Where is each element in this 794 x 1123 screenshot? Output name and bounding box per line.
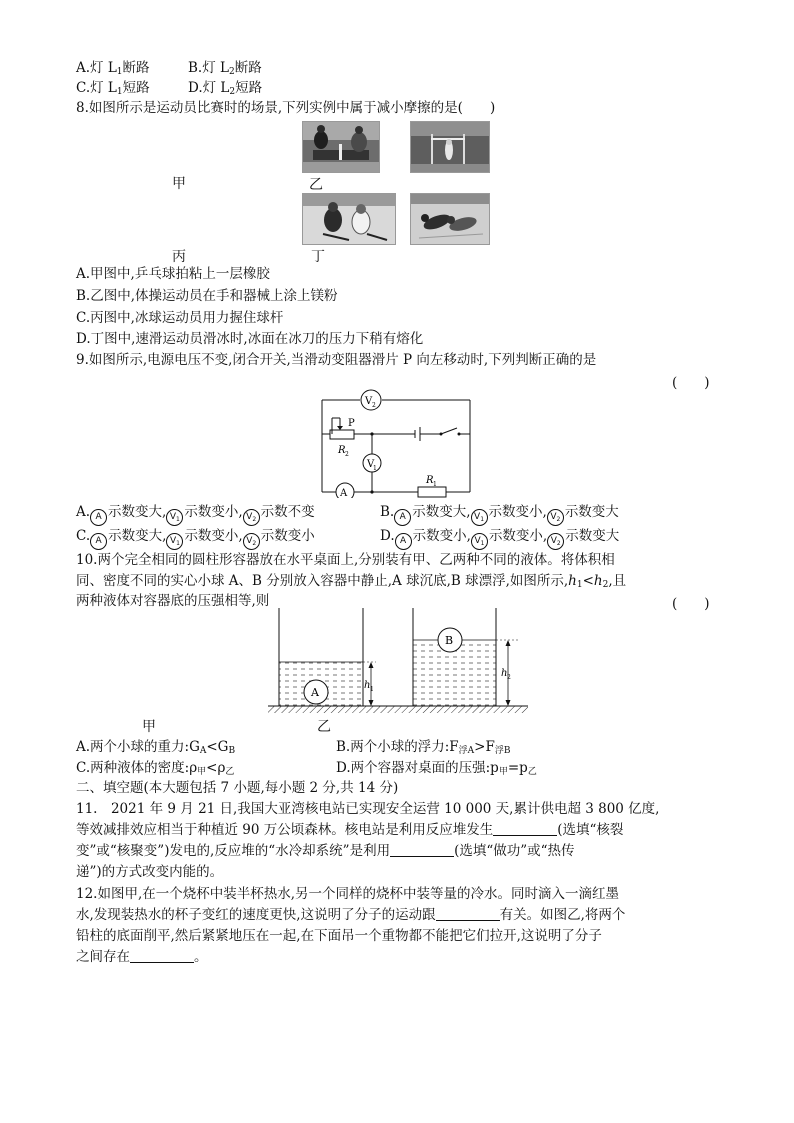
h1-sub: 1: [370, 686, 374, 693]
label-ding: 丁: [311, 249, 325, 265]
label-yi: 乙: [309, 177, 323, 193]
q11-line4: 递”)的方式改变内能的。: [76, 864, 224, 880]
ball-a-label: A: [311, 686, 319, 699]
q11-line2: 等效减排效应相当于种植近 90 万公顷森林。核电站是利用反应堆发生 (选填“核裂: [76, 822, 624, 838]
photo-ice-hockey: [302, 193, 396, 245]
section-2-heading: 二、填空题(本大题包括 7 小题,每小题 2 分,共 14 分): [76, 780, 399, 796]
voltmeter-1-icon: $V_1$: [166, 533, 183, 550]
q10-option-c: C.两种液体的密度$:\rho_甲<\rho_乙$: [76, 760, 235, 777]
q10-line1: 10.两个完全相同的圆柱形容器放在水平桌面上,分别装有甲、乙两种不同的液体。将体积相: [76, 552, 615, 568]
q12-line4: 之间存在 。: [76, 949, 208, 965]
q10-label-yi: 乙: [317, 719, 331, 735]
photo-speed-skating: [410, 193, 490, 245]
q7-option-b: B.灯 $L_2$断路: [188, 60, 262, 77]
voltmeter-2-icon: $V_2$: [243, 509, 260, 526]
r2-sub: 2: [345, 451, 349, 458]
q9-circuit-diagram: [310, 386, 490, 498]
voltmeter-2-icon: $V_2$: [547, 509, 564, 526]
ammeter-icon: A: [394, 509, 411, 526]
voltmeter-1-icon: $V_1$: [471, 509, 488, 526]
ball-b-label: B: [445, 634, 454, 647]
q9-answer-paren: ( ): [672, 375, 710, 391]
voltmeter-1-icon: $V_1$: [471, 533, 488, 550]
q10-line3: 两种液体对容器底的压强相等,则: [76, 593, 270, 609]
v1-label: V: [367, 459, 375, 470]
photo-table-tennis: [302, 121, 380, 173]
q7-option-a: A.灯 $L_1$断路: [76, 60, 150, 77]
v2-label: V: [365, 396, 373, 407]
q8-stem: 8.如图所示是运动员比赛时的场景,下列实例中属于减小摩擦的是( ): [76, 100, 496, 116]
q8-option-c: C.丙图中,冰球运动员用力握住球杆: [76, 310, 284, 326]
r1-label: R: [426, 475, 434, 486]
q10-label-jia: 甲: [142, 719, 156, 735]
q10-containers-diagram: [268, 606, 528, 718]
q11-line1: 11. 2021 年 9 月 21 日,我国大亚湾核电站已实现安全运营 10 000 天,累计供电超 3 800 亿度,: [76, 801, 660, 817]
q12-line2: 水,发现装热水的杯子变红的速度更快,这说明了分子的运动跟 有关。如图乙,将两个: [76, 907, 626, 923]
q10-option-b: B.两个小球的浮力$:F_{浮A}>F_{浮B}$: [336, 739, 511, 756]
photo-gymnastics: [410, 121, 490, 173]
h1-label: h: [364, 680, 371, 691]
q9-option-c: C. A 示数变大, $V_1$ 示数变小, $V_2$ 示数变小: [76, 527, 315, 550]
q11-blank-1[interactable]: [493, 821, 557, 836]
voltmeter-2-icon: $V_2$: [243, 533, 260, 550]
q11-line3: 变”或“核聚变”)发电的,反应堆的“水冷却系统”是利用 (选填“做功”或“热传: [76, 843, 575, 859]
q7-option-c: C.灯 $L_1$短路: [76, 80, 150, 97]
q9-option-b: B. A 示数变大, $V_1$ 示数变小, $V_2$ 示数变大: [380, 503, 619, 526]
ice-hockey-image: [303, 194, 395, 244]
ammeter-icon: A: [90, 509, 107, 526]
q10-answer-paren: ( ): [672, 596, 710, 612]
q12-blank-1[interactable]: [436, 906, 500, 921]
v1-sub: 1: [373, 465, 377, 472]
voltmeter-2-icon: $V_2$: [547, 533, 564, 550]
q10-option-a: A.两个小球的重力$:G_A<G_B$: [76, 739, 236, 756]
label-bing: 丙: [172, 249, 186, 265]
h2-sub: 2: [507, 674, 511, 681]
a-meter-label: A: [340, 488, 348, 498]
q8-option-a: A.甲图中,乒乓球拍粘上一层橡胶: [76, 266, 270, 282]
ammeter-icon: A: [395, 533, 412, 550]
q10-option-d: D.两个容器对桌面的压强$:p_甲=p_乙$: [336, 760, 537, 777]
r1-sub: 1: [433, 481, 437, 488]
q9-option-a: A. A 示数变大, $V_1$ 示数变小, $V_2$ 示数不变: [76, 503, 315, 526]
label-jia: 甲: [172, 176, 186, 192]
q10-line2: 同、密度不同的实心小球 A、B 分别放入容器中静止,A 球沉底,B 球漂浮,如图所示$,h_1<h_2$,且: [76, 573, 627, 590]
h2-label: h: [501, 668, 508, 679]
v2-sub: 2: [372, 402, 376, 409]
q12-line1: 12.如图甲,在一个烧杯中装半杯热水,另一个同样的烧杯中装等量的冷水。同时滴入一滴红墨: [76, 886, 620, 902]
q12-blank-2[interactable]: [130, 948, 194, 963]
q11-blank-2[interactable]: [390, 842, 454, 857]
table-tennis-image: [303, 122, 379, 172]
ammeter-icon: A: [90, 533, 107, 550]
q9-stem: 9.如图所示,电源电压不变,闭合开关,当滑动变阻器滑片 P 向左移动时,下列判断正确的是: [76, 352, 597, 368]
q8-option-d: D.丁图中,速滑运动员滑冰时,冰面在冰刀的压力下稍有熔化: [76, 331, 424, 347]
q8-option-b: B.乙图中,体操运动员在手和器械上涂上镁粉: [76, 288, 338, 304]
voltmeter-1-icon: $V_1$: [166, 509, 183, 526]
q7-option-d: D.灯 $L_2$短路: [188, 80, 263, 97]
q9-option-d: D. A 示数变小, $V_1$ 示数变小, $V_2$ 示数变大: [380, 527, 619, 550]
gymnastics-image: [411, 122, 489, 172]
q12-line3: 铅柱的底面削平,然后紧紧地压在一起,在下面吊一个重物都不能把它们拉开,这说明了分子: [76, 928, 602, 944]
p-label: P: [348, 418, 355, 429]
r2-label: R: [338, 445, 346, 456]
speed-skating-image: [411, 194, 489, 244]
